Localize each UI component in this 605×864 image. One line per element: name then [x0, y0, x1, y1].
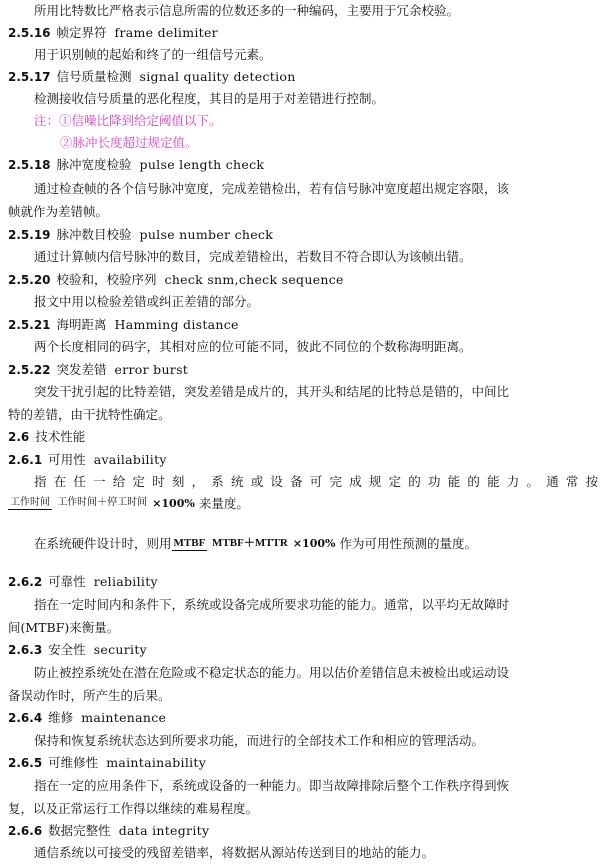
definition-line: 通过计算帧内信号脉冲的数目，完成差错检出，若数目不符合即认为该帧出错。: [34, 249, 472, 264]
section-number: 2.5.18: [8, 158, 51, 172]
definition-line: 通信系统以可接受的残留差错率，将数据从源站传送到目的地站的能力。: [34, 845, 435, 860]
section-number: 2.6: [8, 430, 30, 444]
section-heading-2-5-22: [8, 359, 536, 381]
term-en: data integrity: [118, 823, 210, 838]
definition-line: 指在一定时间内和条件下，系统或设备完成所要求功能的能力。通常，以平均无故障时: [34, 597, 510, 612]
term-cn: 帧定界符: [56, 25, 107, 40]
term-cn: 突发差错: [56, 362, 107, 377]
section-heading-2-5-19: [8, 224, 536, 246]
definition-text: 在系统硬件设计时，则用: [34, 536, 172, 551]
fraction-denominator: MTBF＋MTTR: [212, 537, 288, 549]
definition-line: 两个长度相同的码字，其相对应的位可能不同，彼此不同位的个数称海明距离。: [34, 339, 472, 354]
term-cn: 可用性: [48, 452, 86, 467]
section-heading-2-6-1: [8, 449, 536, 471]
definition-line: 通过检查帧的各个信号脉冲宽度，完成差错检出，若有信号脉冲宽度超出规定容限，该: [34, 181, 510, 196]
definition-line: 指在一定的应用条件下，系统或设备的一种能力。即当故障排除后整个工作秩序得到恢: [34, 778, 510, 793]
fraction-numerator: 工作时间: [10, 497, 50, 508]
term-cn: 脉冲数目校验: [56, 227, 132, 242]
term-en: security: [93, 642, 148, 657]
term-en: maintainability: [106, 755, 207, 770]
term-en: maintenance: [81, 710, 167, 725]
definition-line: 帧就作为差错帧。: [8, 204, 109, 219]
section-number: 2.6.5: [8, 756, 43, 770]
note-line-2: ②脉冲长度超过规定值。: [60, 135, 198, 150]
definition-line: 用于识别帧的起始和终了的一组信号元素。: [34, 47, 272, 62]
section-heading-2-5-18: [8, 154, 536, 176]
section-heading-2-6-2: [8, 571, 536, 593]
term-cn: 海明距离: [56, 317, 107, 332]
section-heading-2-6-5: [8, 752, 536, 774]
fraction-denominator: 工作时间＋停工时间: [57, 497, 148, 508]
term-en: pulse number check: [139, 227, 274, 242]
section-number: 2.6.2: [8, 575, 43, 589]
term-en: reliability: [93, 574, 158, 589]
section-number: 2.5.17: [8, 70, 51, 84]
paragraph-line: 所用比特数比严格表示信息所需的位数还多的一种编码，主要用于冗余校验。: [34, 3, 460, 18]
definition-line: 报文中用以检验差错或纠正差错的部分。: [34, 294, 260, 309]
section-number: 2.5.21: [8, 318, 51, 332]
definition-line: 检测接收信号质量的恶化程度，其目的是用于对差错进行控制。: [34, 91, 385, 106]
availability-fraction: [8, 496, 149, 510]
definition-line: 防止被控系统处在潜在危险或不稳定状态的能力。用以估价差错信息未被检出或运动设: [34, 665, 510, 680]
section-heading-2-5-20: [8, 269, 536, 291]
definition-line: 特的差错，由干扰特性确定。: [8, 407, 171, 422]
section-heading-2-5-16: [8, 22, 536, 44]
section-number: 2.5.22: [8, 363, 51, 377]
term-en: availability: [93, 452, 167, 467]
section-number: 2.5.16: [8, 26, 51, 40]
definition-line: 保持和恢复系统状态达到所要求功能，而进行的全部技术工作和相应的管理活动。: [34, 733, 485, 748]
section-number: 2.5.19: [8, 228, 51, 242]
term-en: frame delimiter: [114, 25, 218, 40]
definition-text: 来量度。: [198, 496, 249, 511]
term-en: Hamming distance: [114, 317, 239, 332]
definition-line: 复，以及正常运行工作得以继续的难易程度。: [8, 801, 259, 816]
definition-text: 作为可用性预测的量度。: [339, 536, 477, 551]
term-en: error burst: [114, 362, 189, 377]
section-number: 2.6.3: [8, 643, 43, 657]
definition-line: 备误动作时，所产生的后果。: [8, 688, 171, 703]
section-number: 2.5.20: [8, 273, 51, 287]
availability-formula-line: [8, 494, 536, 538]
section-heading-2-5-21: [8, 314, 536, 336]
term-cn: 数据完整性: [48, 823, 111, 838]
term-cn: 校验和，校验序列: [56, 272, 157, 287]
term-cn: 可维修性: [48, 755, 99, 770]
mtbf-fraction: [172, 536, 290, 550]
term-cn: 技术性能: [35, 429, 86, 444]
definition-line: 间(MTBF)来衡量。: [8, 620, 120, 635]
section-number: 2.6.1: [8, 453, 43, 467]
section-heading-2-6-6: [8, 820, 536, 842]
term-cn: 脉冲宽度检验: [56, 157, 132, 172]
section-heading-2-5-17: [8, 66, 536, 88]
term-cn: 安全性: [48, 642, 86, 657]
term-en: check snm,check sequence: [164, 272, 344, 287]
note-line-1: 注：①信噪比降到给定阈值以下。: [34, 113, 222, 128]
definition-line: 突发干扰引起的比特差错，突发差错是成片的，其开头和结尾的比特总是错的，中间比: [34, 384, 510, 399]
term-cn: 维修: [48, 710, 74, 725]
section-heading-2-6-3: [8, 639, 536, 661]
term-en: pulse length check: [139, 157, 265, 172]
section-number: 2.6.6: [8, 824, 43, 838]
fraction-numerator: MTBF: [173, 537, 206, 549]
term-cn: 可靠性: [48, 574, 86, 589]
term-cn: 信号质量检测: [56, 69, 132, 84]
multiplier: ×100%: [292, 536, 336, 550]
section-heading-2-6-4: [8, 707, 536, 729]
multiplier: ×100%: [152, 496, 195, 510]
section-heading-2-6: [8, 426, 536, 448]
section-number: 2.6.4: [8, 711, 43, 725]
term-en: signal quality detection: [139, 69, 296, 84]
definition-line: 指在任一给定时刻，系统或设备可完成规定的功能的能力。通常按: [34, 474, 605, 489]
